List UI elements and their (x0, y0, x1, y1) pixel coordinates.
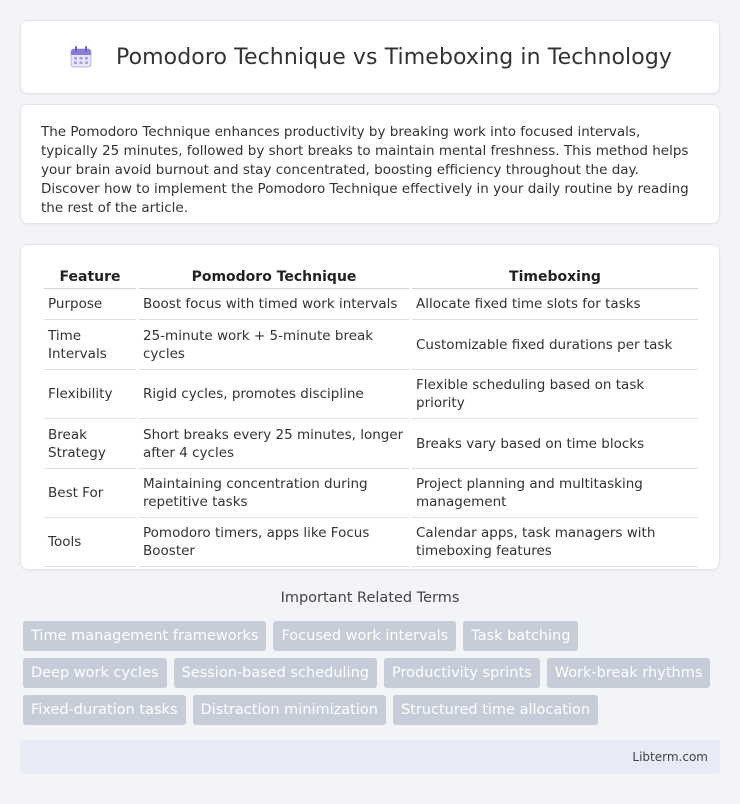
page-title: Pomodoro Technique vs Timeboxing in Technology (115, 44, 673, 70)
comparison-table (41, 265, 701, 567)
timeboxing-cell: Allocate fixed time slots for tasks (412, 289, 698, 320)
timeboxing-cell: Breaks vary based on time blocks (412, 419, 698, 469)
pomodoro-cell: 25-minute work + 5-minute break cycles (139, 320, 409, 370)
feature-cell: Best For (44, 469, 136, 518)
pomodoro-cell: Short breaks every 25 minutes, longer after 4 cycles (139, 419, 409, 469)
timeboxing-cell: Calendar apps, task managers with timeboxing features (412, 518, 698, 567)
table-header-row (44, 265, 698, 289)
intro-text: The Pomodoro Technique enhances productivity by breaking work into focused intervals, typically 25 minutes, followed by short breaks to maintain mental freshness. This method helps your brain avoid burnout and stay concentrated, boosting efficiency throughout the day. Discover how to implement the Pomodoro Technique effectively in your daily routine by reading the rest of the article. (41, 124, 689, 216)
pomodoro-cell: Rigid cycles, promotes discipline (139, 370, 409, 419)
header-pomodoro: Pomodoro Technique (139, 265, 409, 289)
feature-cell: Flexibility (44, 370, 136, 419)
calendar-icon (68, 44, 94, 70)
table-row (44, 469, 698, 518)
pomodoro-cell: Maintaining concentration during repetitive tasks (139, 469, 409, 518)
footer-site-link[interactable]: Libterm.com (632, 750, 708, 764)
intro-card (20, 104, 720, 224)
feature-cell: Time Intervals (44, 320, 136, 370)
related-term-tag[interactable]: Session-based scheduling (174, 658, 377, 688)
timeboxing-cell: Flexible scheduling based on task priority (412, 370, 698, 419)
related-terms-heading: Important Related Terms (280, 590, 460, 606)
table-row (44, 419, 698, 469)
related-term-tag[interactable]: Work-break rhythms (547, 658, 711, 688)
comparison-table-card (20, 244, 720, 570)
header-timeboxing: Timeboxing (412, 265, 698, 289)
feature-cell: Purpose (44, 289, 136, 320)
table-row (44, 320, 698, 370)
related-terms-list (23, 621, 723, 725)
related-term-tag[interactable]: Distraction minimization (193, 695, 386, 725)
related-term-tag[interactable]: Fixed-duration tasks (23, 695, 186, 725)
related-term-tag[interactable]: Time management frameworks (23, 621, 266, 651)
table-row (44, 370, 698, 419)
related-term-tag[interactable]: Structured time allocation (393, 695, 598, 725)
timeboxing-cell: Customizable fixed durations per task (412, 320, 698, 370)
footer (20, 740, 720, 774)
pomodoro-cell: Pomodoro timers, apps like Focus Booster (139, 518, 409, 567)
related-term-tag[interactable]: Focused work intervals (273, 621, 456, 651)
table-row (44, 518, 698, 567)
header-feature: Feature (44, 265, 136, 289)
table-row (44, 289, 698, 320)
feature-cell: Break Strategy (44, 419, 136, 469)
pomodoro-cell: Boost focus with timed work intervals (139, 289, 409, 320)
related-term-tag[interactable]: Task batching (463, 621, 578, 651)
timeboxing-cell: Project planning and multitasking management (412, 469, 698, 518)
related-term-tag[interactable]: Productivity sprints (384, 658, 540, 688)
feature-cell: Tools (44, 518, 136, 567)
title-card (20, 20, 720, 94)
related-term-tag[interactable]: Deep work cycles (23, 658, 167, 688)
